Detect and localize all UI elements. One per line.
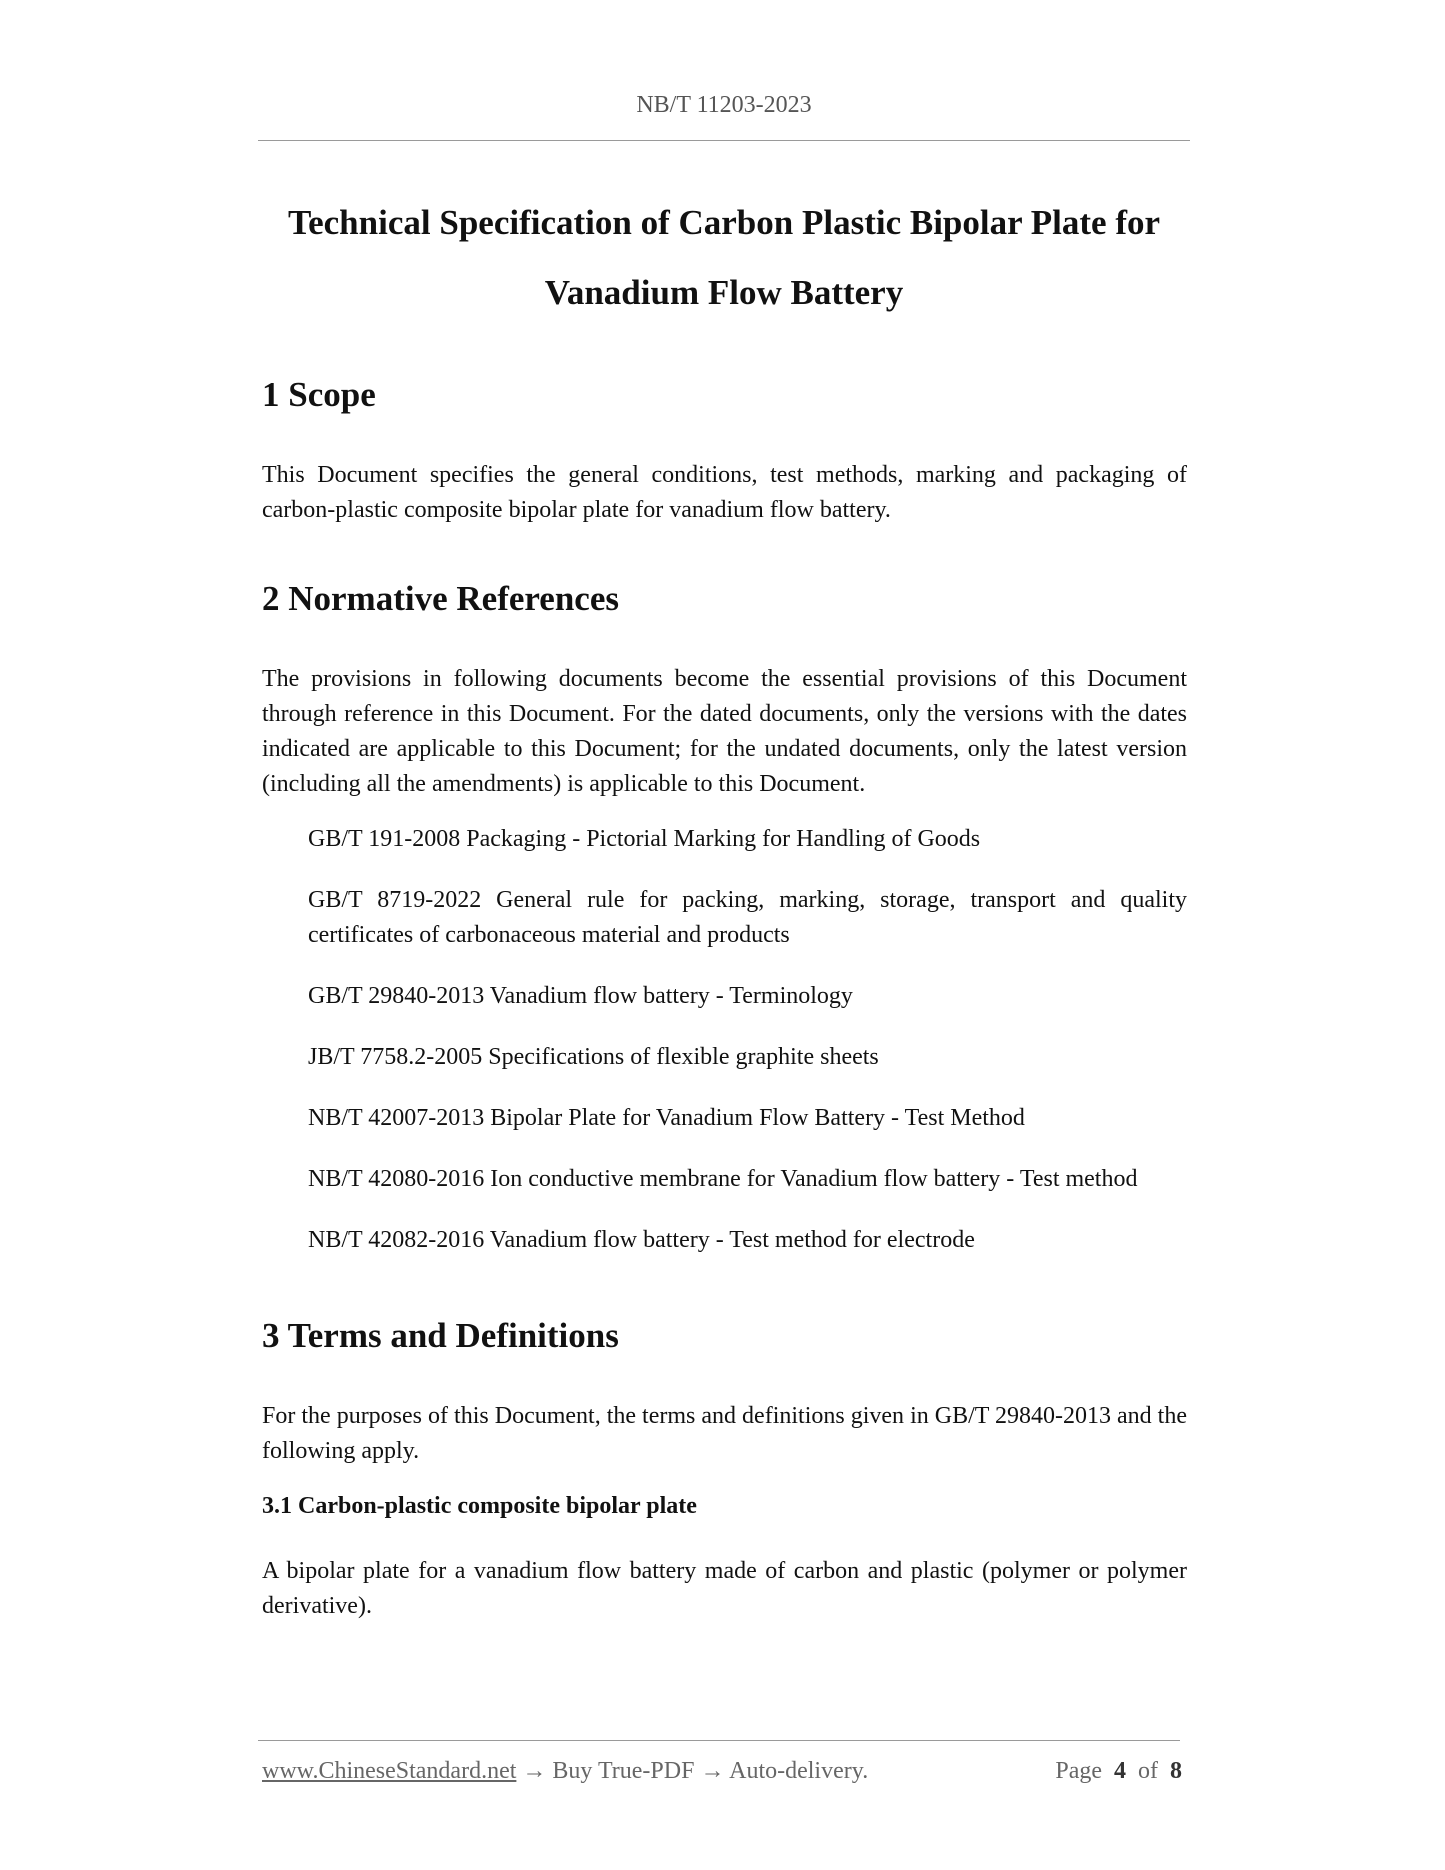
document-title: [258, 188, 1190, 328]
footer-left: [262, 1758, 868, 1784]
footer-divider: [258, 1740, 1180, 1741]
page-footer: [262, 1758, 1182, 1785]
reference-item: NB/T 42080-2016 Ion conductive membrane for Vanadium flow battery - Test method: [308, 1166, 1138, 1192]
reference-item: GB/T 191-2008 Packaging - Pictorial Marking for Handling of Goods: [308, 826, 981, 852]
scope-paragraph: This Document specifies the general conditions, test methods, marking and packaging of carbon-plastic composite bipolar plate for vanadium flow battery.: [262, 462, 1187, 523]
of-word: of: [1138, 1758, 1158, 1784]
terms-paragraph: For the purposes of this Document, the terms and definitions given in GB/T 29840-2013 and the following apply.: [262, 1403, 1187, 1464]
header-divider: [258, 140, 1190, 141]
subsection-heading-3-1: 3.1 Carbon-plastic composite bipolar plate: [262, 1493, 697, 1519]
section-heading-normative-references: 2 Normative References: [262, 579, 619, 618]
chinesestandard-link[interactable]: www.ChineseStandard.net: [262, 1758, 517, 1784]
normative-paragraph: The provisions in following documents become the essential provisions of this Document through reference in this Document. For the dated documents, only the versions with the dates indicated are applicable to this Document; for the undated documents, only the latest version (including all the amendments) is applicable to this Document.: [262, 666, 1187, 797]
reference-item: GB/T 29840-2013 Vanadium flow battery - Terminology: [308, 983, 853, 1009]
page-number: 4: [1114, 1758, 1126, 1784]
definition-paragraph: A bipolar plate for a vanadium flow battery made of carbon and plastic (polymer or polymer derivative).: [262, 1558, 1187, 1619]
page-word: Page: [1055, 1758, 1102, 1784]
reference-item: JB/T 7758.2-2005 Specifications of flexible graphite sheets: [308, 1044, 879, 1070]
reference-item: GB/T 8719-2022 General rule for packing, marking, storage, transport and quality certificates of carbonaceous material and products: [308, 887, 1187, 948]
section-heading-scope: 1 Scope: [262, 375, 376, 414]
title-line-2: Vanadium Flow Battery: [544, 273, 904, 312]
title-line-1: Technical Specification of Carbon Plastic Bipolar Plate for: [287, 203, 1161, 242]
footer-tagline: → Buy True-PDF → Auto-delivery.: [516, 1758, 869, 1784]
page-header: NB/T 11203-2023: [636, 92, 812, 118]
section-heading-terms-definitions: 3 Terms and Definitions: [262, 1316, 619, 1355]
reference-item: NB/T 42082-2016 Vanadium flow battery - Test method for electrode: [308, 1227, 975, 1253]
page-total: 8: [1170, 1758, 1182, 1784]
page-indicator: [1055, 1758, 1182, 1785]
reference-item: NB/T 42007-2013 Bipolar Plate for Vanadium Flow Battery - Test Method: [308, 1105, 1025, 1131]
